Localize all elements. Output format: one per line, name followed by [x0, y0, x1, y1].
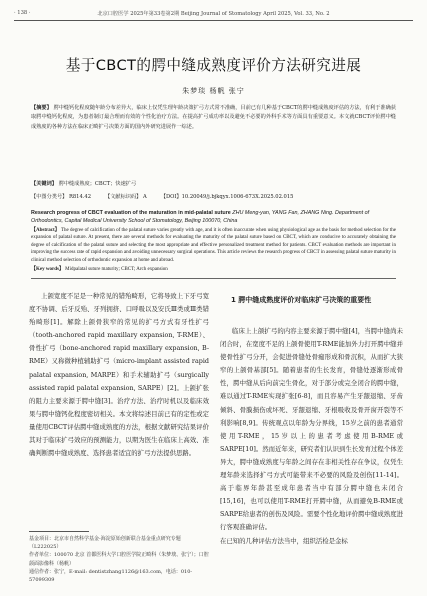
article-meta [31, 193, 396, 200]
author-list: 朱梦琰 杨帆 张宁 [182, 87, 245, 95]
abstract-cn-text: 腭中缝钙化程度随年龄分布差异大，临床上仅凭生理年龄决策扩弓方式常不准确，目前已有几种基于CBCT的腭中缝成熟度评估的方法，有利于准确获取腭中缝钙化程度，为患者制订最合理而有效的个性化治疗方法。在提高扩弓成功率以及避免不必要的外科手术等方面具有重要意义。本文就CBCT评价腭中缝成熟度的各种方法在临床正畸扩弓决策方面的国内外研究进展作一综述。 [31, 105, 396, 130]
clc-number: 【中图分类号】 R814.42 [31, 194, 92, 200]
document-code: 【文献标识码】 A [105, 194, 147, 200]
keywords-cn-label: 【关键词】 [31, 181, 57, 187]
abstract-en-text: The degree of calcification of the palatal suture varies greatly with age, and it is often inaccurate when using physiological age as the basis for method selection for the expansion of palatal suture. At present, there are several methods for evaluating the maturity of the palatal suture based on CBCT, which are conducive to accurately obtaining the degree of calcification of the palatal suture and selecting the most appropriate and effective personalized treatment method for patients. CBCT evaluation methods are important in improving the success rate of rapid expansion and avoiding unnecessary surgical operations. This article reviews the research progress of CBCT in assessing palatal suture maturity in clinical method selection of orthodontic expansion at home and abroad. [31, 228, 397, 263]
doi: 【DOI】10.20049/j.bjkqyx.1006-673X.2025.02.015 [160, 194, 294, 200]
keywords-en [31, 265, 396, 272]
english-title-block [31, 210, 396, 225]
body-left-column: 上颌宽度不足是一种常见的错殆畸形，它将导致上下牙弓宽度不协调、后牙反殆、牙列拥挤、口呼吸以及安氏Ⅲ类或Ⅲ类错殆畸形[1]。解除上颌骨狭窄的常见的扩弓方式有牙性扩弓（tooth-anchored rapid maxillary expansion, T-RME）、骨性扩弓（bone-anchored rapid maxillary expansion, B-RME）又称微种植辅助扩弓（micro-implant assisted rapid palatal expansion, MARPE）和手术辅助扩弓（surgically assisted rapid palatal expansion, SARPE）[2]。上颌扩张的阻力主要来源于腭中缝[3]。治疗方法、治疗时机以及临床效果与腭中缝钙化程度密切相关。本文将综述目前已有的定性或定量使用CBCT评估腭中缝成熟度的方法，根据文献研究结果评价其对于临床扩弓效应的预测能力，以期为医生在临床上高效、准确判断腭中缝成熟度、选择患者适宜的扩弓方法提供思路。 [29, 292, 209, 458]
footnotes [29, 535, 209, 584]
english-affiliation: ZHU Meng-yan, YANG Fan, ZHANG Ning. Department of Orthodontics, Capital Medical University School of Stomatology, Beijing 100070, China [31, 210, 370, 224]
section-heading: 1 腭中缝成熟度评价对临床扩弓决策的重要性 [231, 296, 372, 304]
article-title: 基于CBCT的腭中缝成熟度评价方法研究进展 [65, 57, 362, 74]
footnote-rule [29, 531, 89, 532]
abstract-en-label: 【Abstract】 [31, 228, 60, 233]
body-right-column [220, 325, 403, 548]
body-right-last-line: 在已知的几种评估方法当中，组织活检是金标 [220, 536, 348, 545]
divider-rule [31, 278, 396, 279]
english-title: Research progress of CBCT evaluation of the maturation in mid-palatal suture [31, 210, 231, 216]
keywords-cn-text: 腭中缝成熟度；CBCT；快速扩弓 [58, 181, 137, 187]
footnote-correspondence: 通信作者：张宁，E-mail: dentistzhang1126@163.com，电话：010-57099309 [29, 568, 193, 584]
keywords-en-text: Midpalatal suture maturity; CBCT; Arch expansion [65, 267, 168, 272]
body-right-text: 临床上上颌扩弓的内容主要来源于腭中缝[4]，当腭中缝尚未闭合时，在宽度不足的上颌骨使用T-RME能加外力打开腭中缝并使骨性扩弓分开，会促进骨缝处骨痂形成和骨沉积，从而扩大狭窄的上颌骨基部[5]。随着患者的生长发育，骨缝处逐渐形成骨性，腭中缝从后向前完生骨化，对于部分或完全闭合的腭中缝，难以通过T-RME实现扩张[6-8]，而且容易产生牙龈退缩、牙齿倾斜、骨膜损伤或坏死、牙龈退缩、牙根吸收及骨开窗开裂等不利影响[8,9]。传统观点以年龄为分界线，15岁之前的患者通常使用T-RME，15岁以上的患者考虑使用B-RME或SARPE[10]。然而近年来，研究者们认识到生长发育过程个体差异大，腭中缝成熟度与年龄之间存在非相关性存在争议，仅凭生理年龄来选择扩弓方式可能带来不必要的风险及创伤[11-14]。高于临界年龄甚至成年患者当中有部分腭中缝也未闭合[15,16]，也可以使用T-RME打开腭中缝，从而避免B-RME或SARPE给患者的创伤及风险。需要个性化地评价腭中缝成熟度进行客观准确评估。 [220, 327, 403, 532]
page-number: · 138 · [14, 10, 31, 16]
keywords-cn [31, 180, 396, 189]
abstract-cn [31, 104, 396, 132]
journal-info: 北京口腔医学 2025年第33卷第2期 Beijing Journal of Stomatology April 2025, Vol. 33, No. 2 [97, 11, 330, 17]
abstract-en [31, 227, 396, 264]
abstract-cn-label: 【摘要】 [31, 105, 52, 111]
running-header [14, 8, 413, 21]
keywords-en-label: 【Key words】 [31, 267, 64, 272]
footnote-affiliation: 作者单位：100070 北京 首都医科大学口腔医学院正畸科（朱梦琰、张宁）；口腔颌面影像科（杨帆） [29, 552, 209, 567]
footnote-funding: 基金项目：北京市自然科学基金-海淀原始创新联合基金重点研究专题（L222025） [29, 536, 181, 551]
